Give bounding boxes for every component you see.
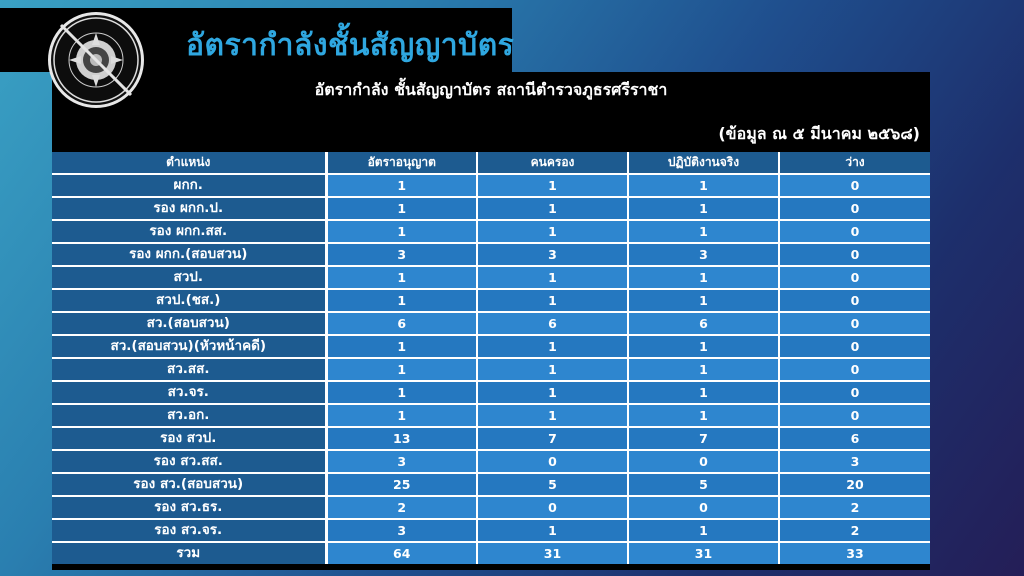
table-row xyxy=(52,404,930,427)
position-cell: รอง สว.จร. xyxy=(52,519,326,542)
on-duty-cell: 1 xyxy=(628,404,779,427)
position-cell: สว.(สอบสวน)(หัวหน้าคดี) xyxy=(52,335,326,358)
authorized-cell: 6 xyxy=(326,312,477,335)
vacant-cell: 0 xyxy=(779,381,930,404)
table-row xyxy=(52,450,930,473)
occupied-cell: 1 xyxy=(477,404,628,427)
table-row xyxy=(52,197,930,220)
table-row xyxy=(52,381,930,404)
position-cell: สวป.(ชส.) xyxy=(52,289,326,312)
column-header-on-duty: ปฏิบัติงานจริง xyxy=(628,152,779,174)
occupied-cell: 0 xyxy=(477,450,628,473)
occupied-cell: 6 xyxy=(477,312,628,335)
position-cell: สว.(สอบสวน) xyxy=(52,312,326,335)
authorized-cell: 3 xyxy=(326,243,477,266)
occupied-cell: 1 xyxy=(477,220,628,243)
position-cell: สวป. xyxy=(52,266,326,289)
authorized-cell: 13 xyxy=(326,427,477,450)
on-duty-cell: 7 xyxy=(628,427,779,450)
staffing-table xyxy=(52,152,930,564)
table-row xyxy=(52,427,930,450)
authorized-cell: 1 xyxy=(326,220,477,243)
table-row xyxy=(52,358,930,381)
vacant-cell: 2 xyxy=(779,496,930,519)
authorized-cell: 1 xyxy=(326,289,477,312)
police-station-logo xyxy=(48,12,144,108)
authorized-cell: 2 xyxy=(326,496,477,519)
column-header-authorized: อัตราอนุญาต xyxy=(326,152,477,174)
on-duty-cell: 0 xyxy=(628,450,779,473)
on-duty-cell: 5 xyxy=(628,473,779,496)
column-header-occupied: คนครอง xyxy=(477,152,628,174)
vacant-cell: 0 xyxy=(779,266,930,289)
on-duty-cell: 1 xyxy=(628,335,779,358)
column-header-position: ตำแหน่ง xyxy=(52,152,326,174)
authorized-cell: 1 xyxy=(326,358,477,381)
on-duty-cell: 1 xyxy=(628,220,779,243)
position-cell: รอง ผกก.(สอบสวน) xyxy=(52,243,326,266)
position-cell: ผกก. xyxy=(52,174,326,197)
authorized-cell: 1 xyxy=(326,335,477,358)
occupied-cell: 1 xyxy=(477,197,628,220)
position-cell: สว.อก. xyxy=(52,404,326,427)
police-emblem-icon xyxy=(51,15,141,105)
table-row xyxy=(52,266,930,289)
position-cell: รอง ผกก.สส. xyxy=(52,220,326,243)
occupied-cell: 1 xyxy=(477,358,628,381)
panel-title: อัตรากำลัง ชั้นสัญญาบัตร สถานีตำรวจภูธรศรีราชา xyxy=(314,80,668,99)
vacant-cell: 20 xyxy=(779,473,930,496)
total-on-duty-cell: 31 xyxy=(628,542,779,564)
vacant-cell: 0 xyxy=(779,174,930,197)
table-row xyxy=(52,335,930,358)
vacant-cell: 6 xyxy=(779,427,930,450)
authorized-cell: 3 xyxy=(326,450,477,473)
authorized-cell: 1 xyxy=(326,381,477,404)
authorized-cell: 25 xyxy=(326,473,477,496)
vacant-cell: 0 xyxy=(779,335,930,358)
occupied-cell: 1 xyxy=(477,266,628,289)
column-header-vacant: ว่าง xyxy=(779,152,930,174)
table-row xyxy=(52,519,930,542)
total-vacant-cell: 33 xyxy=(779,542,930,564)
table-header-row xyxy=(52,152,930,174)
position-cell: รอง สว.ธร. xyxy=(52,496,326,519)
occupied-cell: 1 xyxy=(477,289,628,312)
on-duty-cell: 1 xyxy=(628,197,779,220)
on-duty-cell: 1 xyxy=(628,174,779,197)
authorized-cell: 1 xyxy=(326,174,477,197)
vacant-cell: 3 xyxy=(779,450,930,473)
occupied-cell: 1 xyxy=(477,519,628,542)
table-row xyxy=(52,289,930,312)
main-title: อัตรากำลังชั้นสัญญาบัตร xyxy=(186,28,515,63)
on-duty-cell: 1 xyxy=(628,266,779,289)
table-row xyxy=(52,496,930,519)
data-date-note: (ข้อมูล ณ ๕ มีนาคม ๒๕๖๘) xyxy=(718,124,920,143)
occupied-cell: 1 xyxy=(477,335,628,358)
total-authorized-cell: 64 xyxy=(326,542,477,564)
vacant-cell: 0 xyxy=(779,243,930,266)
occupied-cell: 7 xyxy=(477,427,628,450)
authorized-cell: 1 xyxy=(326,197,477,220)
total-label-cell: รวม xyxy=(52,542,326,564)
on-duty-cell: 1 xyxy=(628,381,779,404)
vacant-cell: 0 xyxy=(779,358,930,381)
position-cell: รอง สวป. xyxy=(52,427,326,450)
on-duty-cell: 3 xyxy=(628,243,779,266)
table-row xyxy=(52,473,930,496)
occupied-cell: 5 xyxy=(477,473,628,496)
vacant-cell: 0 xyxy=(779,312,930,335)
vacant-cell: 2 xyxy=(779,519,930,542)
vacant-cell: 0 xyxy=(779,289,930,312)
occupied-cell: 1 xyxy=(477,381,628,404)
on-duty-cell: 1 xyxy=(628,358,779,381)
occupied-cell: 1 xyxy=(477,174,628,197)
position-cell: รอง สว.สส. xyxy=(52,450,326,473)
table-row xyxy=(52,312,930,335)
authorized-cell: 1 xyxy=(326,404,477,427)
occupied-cell: 3 xyxy=(477,243,628,266)
position-cell: รอง สว.(สอบสวน) xyxy=(52,473,326,496)
table-row xyxy=(52,243,930,266)
authorized-cell: 3 xyxy=(326,519,477,542)
table-total-row xyxy=(52,542,930,564)
position-cell: สว.สส. xyxy=(52,358,326,381)
vacant-cell: 0 xyxy=(779,220,930,243)
on-duty-cell: 0 xyxy=(628,496,779,519)
vacant-cell: 0 xyxy=(779,197,930,220)
table-row xyxy=(52,174,930,197)
position-cell: รอง ผกก.ป. xyxy=(52,197,326,220)
vacant-cell: 0 xyxy=(779,404,930,427)
on-duty-cell: 6 xyxy=(628,312,779,335)
total-occupied-cell: 31 xyxy=(477,542,628,564)
on-duty-cell: 1 xyxy=(628,519,779,542)
occupied-cell: 0 xyxy=(477,496,628,519)
on-duty-cell: 1 xyxy=(628,289,779,312)
table-row xyxy=(52,220,930,243)
authorized-cell: 1 xyxy=(326,266,477,289)
position-cell: สว.จร. xyxy=(52,381,326,404)
